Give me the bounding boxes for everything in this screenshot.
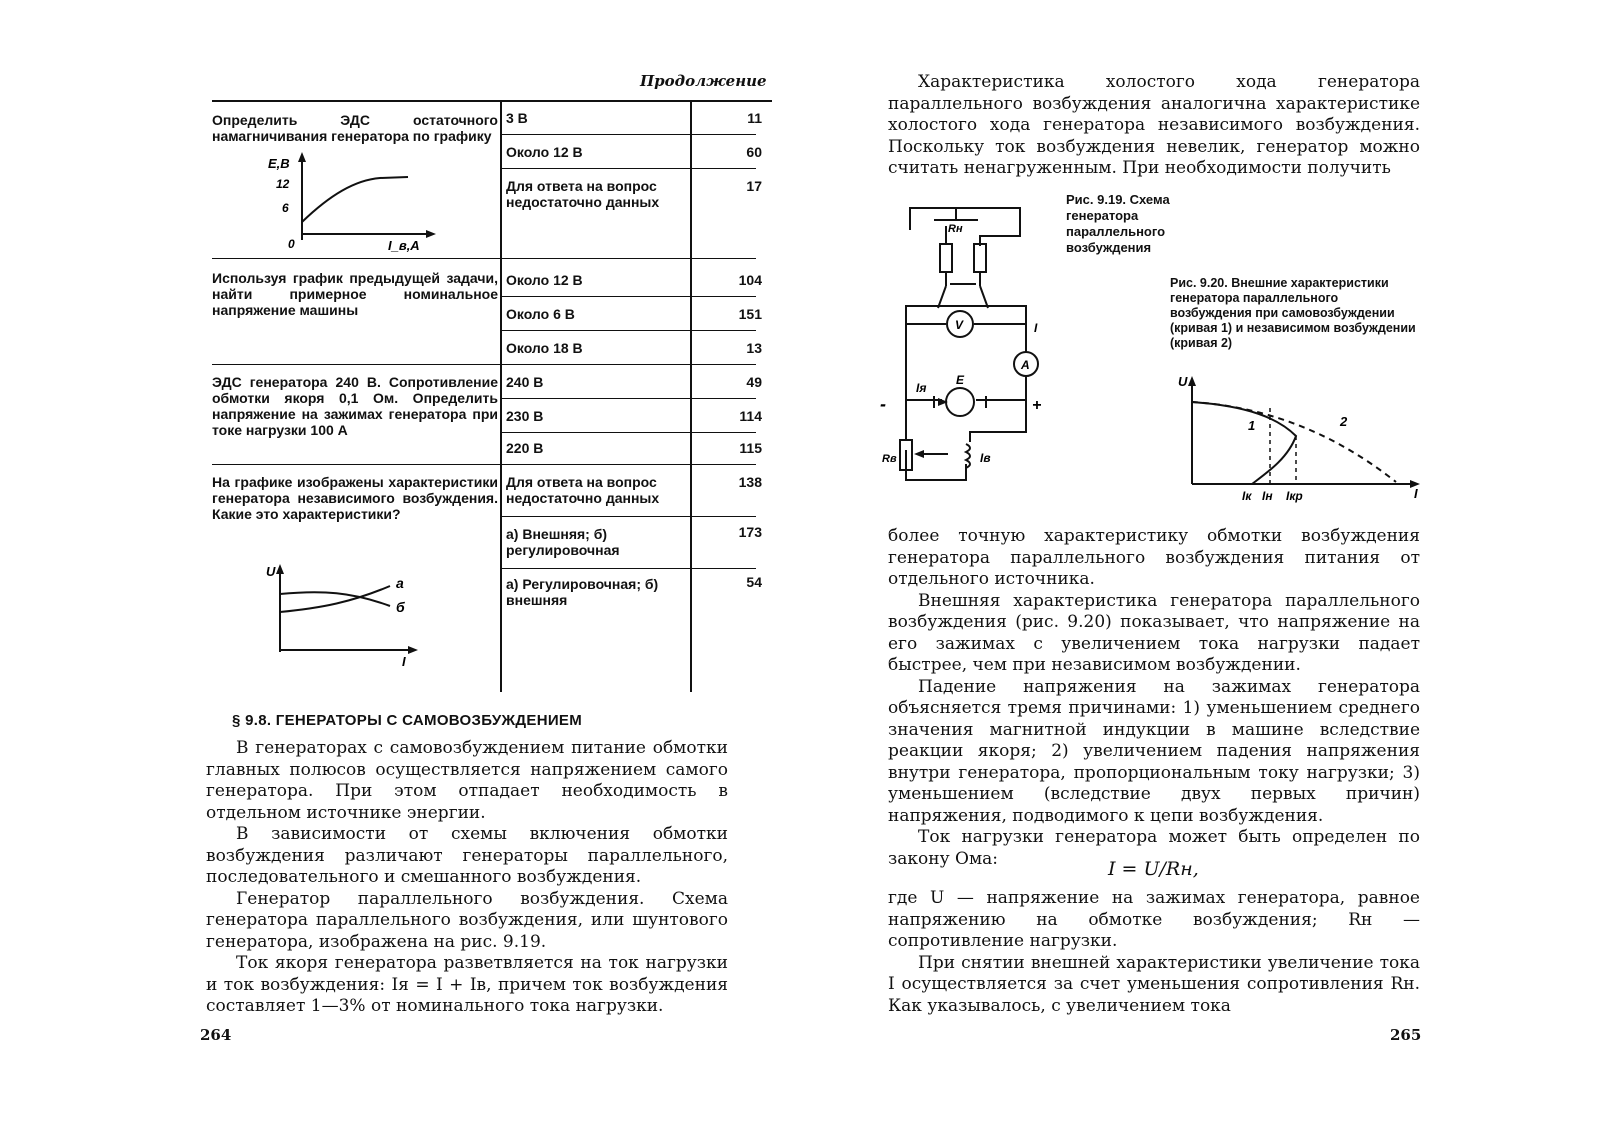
y-axis-arrow — [1188, 376, 1196, 386]
paragraph: Падение напряжения на зажимах генератора объясняется тремя причинами: 1) уменьшением среднего значения магнитной индукции в машине вследствие реакции якоря; 2) увеличением падения напряжения внутри генератора, пропорциональным току нагрузки; 3) уменьшением (вследствие двух первых причин) напряжения, подводимого к цепи возбуждения. — [888, 676, 1420, 826]
paragraph: Ток якоря генератора разветвляется на ток нагрузки и ток возбуждения: Iя = I + Iв, причем ток возбуждения составляет 1—3% от номинального тока нагрузки. — [206, 953, 728, 1016]
code-2-3: 13 — [746, 340, 762, 356]
answer-3-1: 240 В — [506, 374, 544, 390]
code-3-3: 115 — [739, 440, 762, 456]
right-top-text — [888, 72, 1420, 180]
x-axis-label: I — [1414, 486, 1418, 501]
rn-loop-wire — [910, 208, 1020, 246]
armature-symbol — [946, 388, 974, 416]
rn-resistor-right — [974, 244, 986, 272]
ohm-law-formula: I = U/Rн, — [1108, 858, 1199, 880]
code-1-1: 11 — [747, 110, 762, 126]
page-number: 265 — [1390, 1026, 1422, 1044]
field-wire — [906, 400, 966, 480]
answer-2-1: Около 12 В — [506, 272, 583, 288]
right-body-text — [888, 526, 1420, 870]
plus-terminal: + — [1032, 397, 1042, 414]
answer-rule — [502, 398, 756, 399]
paragraph: В зависимости от схемы включения обмотки возбуждения различают генераторы параллельного, последовательного и смешанного возбуждения. — [206, 824, 728, 887]
external-characteristics-graph — [1178, 372, 1430, 506]
code-4-3: 54 — [746, 574, 762, 590]
answer-2-2: Около 6 В — [506, 306, 575, 322]
y-axis-arrow — [276, 564, 284, 574]
switch-blades — [938, 286, 988, 308]
ikr-label: Iкр — [1286, 489, 1303, 503]
question-4: На графике изображены характеристики генератора независимого возбуждения. Какие это характеристики? — [212, 474, 498, 522]
rv-label: Rв — [882, 453, 897, 465]
answer-2-3: Около 18 В — [506, 340, 583, 356]
code-4-2: 173 — [738, 524, 762, 540]
answer-1-1: 3 В — [506, 110, 528, 126]
paragraph: более точную характеристику обмотки возбуждения генератора параллельного возбуждения питания от отдельного источника. — [888, 526, 1420, 589]
row-rule — [212, 464, 756, 465]
section-heading: § 9.8. ГЕНЕРАТОРЫ С САМОВОЗБУЖДЕНИЕМ — [232, 712, 583, 729]
x-axis-arrow — [408, 646, 418, 654]
fig-9-20-caption: Рис. 9.20. Внешние характеристики генератора параллельного возбуждения при самовозбуждении (кривая 1) и независимом возбуждении (кривая 2) — [1170, 276, 1416, 350]
rv-slider-arrow — [914, 450, 924, 458]
emf-curve — [302, 177, 408, 222]
answer-3-3: 220 В — [506, 440, 544, 456]
curve-2-label: 2 — [1340, 414, 1348, 429]
y-axis-label: E,В — [268, 156, 290, 171]
right-body-text-after — [888, 888, 1420, 1017]
paragraph: В генераторах с самовозбуждением питание обмотки главных полюсов осуществляется напряжением самого генератора. При этом отпадает необходимость в отдельном источнике энергии. — [206, 738, 728, 823]
code-2-2: 151 — [738, 306, 762, 322]
answer-rule — [502, 134, 756, 135]
table-column-rule — [500, 100, 502, 692]
curve-b-label: б — [396, 599, 405, 615]
emf-curve-graph — [260, 150, 460, 260]
code-2-1: 104 — [738, 272, 762, 288]
continuation-label: Продолжение — [640, 72, 767, 90]
y-axis-label: U — [266, 564, 276, 579]
emf-label: E — [956, 373, 965, 387]
answer-4-1: Для ответа на вопрос недостаточно данных — [506, 474, 660, 506]
rn-label: Rн — [948, 223, 963, 235]
curve-a-label: а — [396, 575, 404, 591]
answer-3-2: 230 В — [506, 408, 544, 424]
minus-terminal: - — [880, 394, 886, 414]
code-4-1: 138 — [738, 474, 762, 490]
tick-6: 6 — [282, 201, 289, 215]
paragraph: При снятии внешней характеристики увеличение тока I осуществляется за счет уменьшения сопротивления Rн. Как указывалось, с увеличением тока — [888, 952, 1420, 1016]
row-rule — [212, 364, 756, 365]
answer-1-3: Для ответа на вопрос недостаточно данных — [506, 178, 660, 210]
voltmeter-label: V — [955, 318, 964, 332]
curve-1-self-excited — [1192, 402, 1296, 484]
tick-12: 12 — [276, 177, 290, 191]
paragraph: Внешняя характеристика генератора параллельного возбуждения (рис. 9.20) показывает, что напряжение на его зажимах с увеличением тока нагрузки падает быстрее, чем при независимом возбуждении. — [888, 590, 1420, 675]
y-axis-arrow — [298, 152, 306, 162]
page-number: 264 — [200, 1026, 232, 1044]
rn-resistor-left — [940, 244, 952, 272]
tick-0: 0 — [288, 237, 295, 251]
paragraph: Характеристика холостого хода генератора параллельного возбуждения аналогична характеристике холостого хода генератора независимого возбуждения. Поскольку ток возбуждения невелик, генератор можно считать ненагруженным. При необходимости получить — [888, 72, 1420, 178]
code-1-2: 60 — [746, 144, 762, 160]
y-axis-label: U — [1178, 374, 1188, 389]
paragraph: Генератор параллельного возбуждения. Схема генератора параллельного возбуждения, или шунтового генератора, изображена на рис. 9.19. — [206, 888, 728, 952]
left-page — [0, 0, 800, 1144]
paragraph: где U — напряжение на зажимах генератора, равное напряжению на обмотке возбуждения; Rн — сопротивление нагрузки. — [888, 888, 1420, 951]
code-1-3: 17 — [746, 178, 762, 194]
curve-1-label: 1 — [1248, 418, 1256, 433]
answer-rule — [502, 516, 756, 517]
field-current-label: Iв — [980, 451, 991, 465]
answer-1-2: Около 12 В — [506, 144, 583, 160]
x-axis-arrow — [426, 230, 436, 238]
curve-a — [280, 586, 390, 612]
answer-rule — [502, 432, 756, 433]
answer-4-2: а) Внешняя; б) регулировочная — [506, 526, 620, 558]
answer-rule — [502, 168, 756, 169]
current-label: I — [1034, 321, 1038, 335]
right-page — [800, 0, 1614, 1144]
fig-9-19-caption: Рис. 9.19. Схема генератора параллельного возбуждения — [1066, 192, 1170, 255]
in-label: Iн — [1262, 489, 1273, 503]
answer-rule — [502, 296, 756, 297]
code-3-2: 114 — [739, 408, 762, 424]
x-axis-label: I — [402, 654, 406, 669]
answer-4-3: а) Регулировочная; б) внешняя — [506, 576, 659, 608]
question-1: Определить ЭДС остаточного намагничивания генератора по графику — [212, 112, 498, 144]
main-loop-wire — [906, 306, 1026, 442]
ammeter-label: A — [1021, 358, 1030, 372]
paragraph: Ток нагрузки генератора может быть определен по закону Ома: — [888, 827, 1420, 869]
answer-rule — [502, 330, 756, 331]
armature-current-label: Iя — [916, 381, 927, 395]
characteristics-graph — [262, 562, 442, 670]
table-top-rule — [212, 100, 772, 102]
code-3-1: 49 — [746, 374, 762, 390]
left-body-text — [206, 738, 728, 1018]
x-axis-label: I_в,А — [388, 238, 420, 253]
ik-label: Iк — [1242, 489, 1252, 503]
question-3: ЭДС генератора 240 В. Сопротивление обмотки якоря 0,1 Ом. Определить напряжение на зажимах генератора при токе нагрузки 100 А — [212, 374, 498, 438]
question-2: Используя график предыдущей задачи, найти примерное номинальное напряжение машины — [212, 270, 498, 318]
answer-rule — [502, 568, 756, 569]
